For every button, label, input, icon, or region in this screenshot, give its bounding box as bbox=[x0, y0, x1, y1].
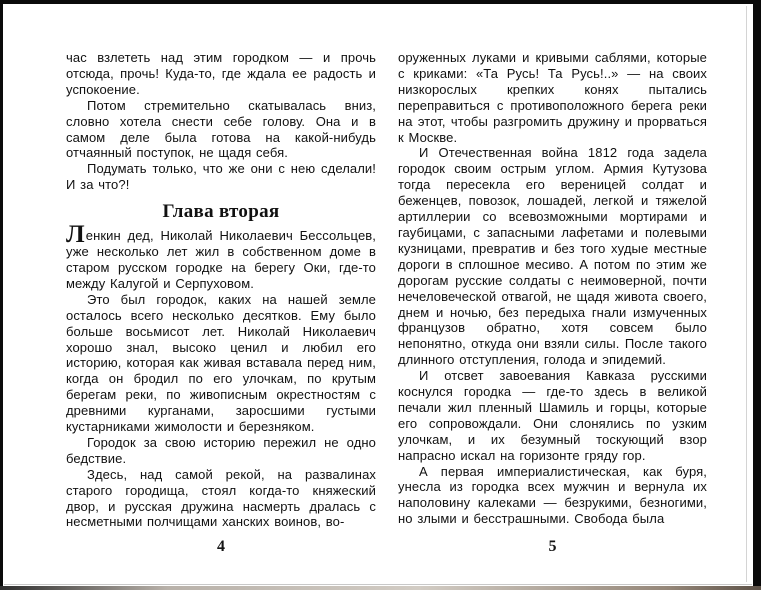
page-edge-line-right bbox=[746, 6, 747, 582]
paragraph: оруженных луками и кривыми саблями, которые с криками: «Та Русь! Та Русь!..» — на своих низкорослых крепких конях пытались переправиться с противоположного берега реки на этот, чтобы разгромить дружину и прорваться к Москве. bbox=[398, 50, 707, 145]
paragraph: И Отечественная война 1812 года задела городок своим острым углом. Армия Кутузова тогда пересекла его вереницей солдат и беженцев, повозок, лошадей, легкой и тяжелой артиллерии со всевозможными мортирами и гаубицами, с запасными лафетами и полевыми кузницами, превратив и без того худые местные дороги в сплошное месиво. А потом по этим же дорогам русские солдаты с неимоверной, почти нечеловеческой отвагой, не щадя живота своего, днем и ночью, без передыха гнали измученных французов обратно, хотя совсем было непонятно, откуда они взяли силы. После такого длинного отступления, голода и эпидемий. bbox=[398, 145, 707, 368]
page-right bbox=[398, 50, 707, 562]
scan-border-right bbox=[753, 0, 761, 590]
paragraph: час взлететь над этим городком — и прочь отсюда, прочь! Куда-то, где ждала ее радость и успокоение. bbox=[66, 50, 376, 97]
paragraph: Потом стремительно скатывалась вниз, словно хотела снести себе голову. Она и в самом деле была готова на какой-нибудь отчаянный поступок, не щадя себя. bbox=[66, 97, 376, 161]
paragraph: Городок за свою историю пережил не одно бедствие. bbox=[66, 434, 376, 466]
paragraph: Здесь, над самой рекой, на развалинах старого городища, стоял когда-то княжеский двор, и русская дружина насмерть дралась с несметными полчищами ханских воинов, во- bbox=[66, 466, 376, 530]
page-left bbox=[66, 50, 376, 562]
initial-letter: Л bbox=[66, 221, 85, 249]
page-number-right: 5 bbox=[548, 538, 557, 555]
paragraph: Подумать только, что же они с нею сделали! И за что?! bbox=[66, 161, 376, 193]
paragraph: А первая империалистическая, как буря, унесла из городка всех мужчин и вернула их наполовину калеками — безрукими, безногими, но злыми и бесстрашными. Свобода была bbox=[398, 463, 707, 527]
chapter-heading: Глава вторая bbox=[162, 201, 280, 223]
page-edge-line-bottom bbox=[4, 584, 752, 585]
chapter-first-paragraph bbox=[66, 221, 376, 292]
scan-border-bottom bbox=[0, 586, 761, 590]
page-number-left: 4 bbox=[217, 538, 225, 555]
scan-border-top bbox=[0, 0, 761, 4]
paragraph: И отсвет завоевания Кавказа русскими коснулся городка — где-то здесь в великой печали жил пленный Шамиль и горцы, которые его сопровождали. Они слонялись по узким улочкам, и их безумный тоскующий взор напрасно искал на горизонте гряду гор. bbox=[398, 368, 707, 463]
paragraph-text: енкин дед, Николай Николаевич Бессольцев, уже несколько лет жил в собственном доме в старом русском городке на берегу Оки, где-то между Калугой и Серпуховом. bbox=[66, 228, 376, 291]
paragraph: Это был городок, каких на нашей земле осталось всего несколько десятков. Ему было больше восьмисот лет. Николай Николаевич хорошо знал, высоко ценил и любил его историю, которая как живая вставала перед ним, когда он бродил по его улочкам, по крутым берегам реки, по живописным окрестностям с древними курганами, заросшими густыми кустарниками жимолости и березняком. bbox=[66, 291, 376, 435]
scan-border-left bbox=[0, 0, 3, 590]
